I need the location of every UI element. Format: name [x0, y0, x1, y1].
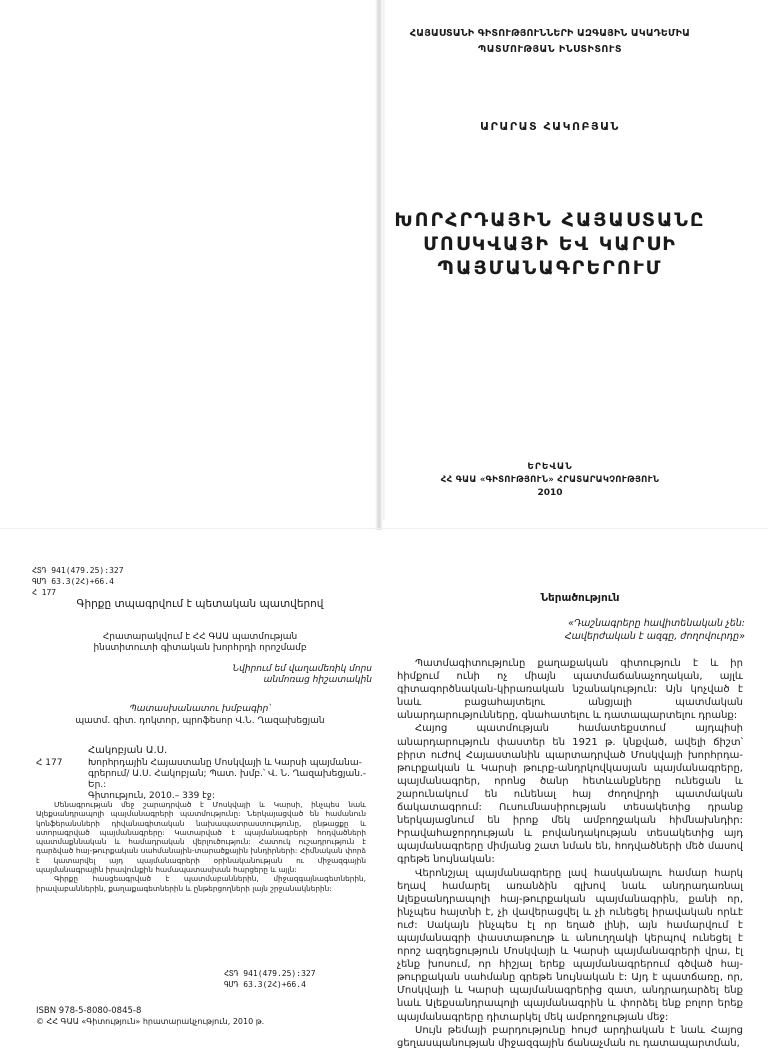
dedication-line-2: անմոռաց հիշատակին [263, 675, 372, 685]
publication-city: ԵՐԵՎԱՆ [527, 462, 573, 472]
bbk-code-bottom: ԳՄԴ 63.3(2Հ)+66.4 [224, 980, 306, 989]
editor-name: պատմ. գիտ. դոկտոր, պրոֆեսոր Վ.Ն. Ղազախեցյան [75, 716, 325, 726]
author-code: Հ 177 [32, 588, 57, 597]
abstract-paragraph-2: Գիրքը հասցեագրված է պատմաբաններին, միջազգայնագետներին, իրավաբաններին, քաղաքագետներին և ընթերցողների լայն շրջանակներին: [36, 874, 366, 893]
intro-heading: Ներածություն [540, 592, 620, 604]
approval-line-2: ինստիտուտի գիտական խորհրդի որոշմամբ [93, 643, 307, 653]
dedication [232, 664, 372, 686]
publisher-name: ՀՀ ԳԱԱ «ԳԻՏՈՒԹՅՈՒՆ» ՀՐԱՏԱՐԱԿՉՈՒԹՅՈՒՆ [440, 475, 660, 485]
approval-note [60, 632, 340, 654]
bib-record [88, 758, 368, 802]
intro-paragraph-1: Պատմագիտությունը քաղաքական գիտություն է և իր հիմքում ունի ոչ միայն պատմաճանաչողական, այլև գիտագործնական-կիրառական նշանակություն: Այն կոչված է նաև բացահայտելու անցյալի պատմական անարդարությունները, գնահատելու և դատապարտելու դրանք: [397, 658, 743, 722]
book-title-line-1: ԽՈՐՀՐԴԱՅԻՆ ՀԱՅԱՍՏԱՆԸ [394, 209, 706, 231]
epigraph-line-2: Հավերժական է ազգը, ժողովուրդը» [564, 631, 745, 642]
isbn: ISBN 978-5-8080-0845-8 [36, 1006, 142, 1016]
intro-body [397, 657, 743, 1049]
book-title-line-2: ՄՈՍԿՎԱՅԻ ԵՎ ԿԱՐՍԻ [423, 233, 677, 255]
page-divider [0, 528, 768, 529]
bib-line-2: գրերում/ Ա.Ս. Հակոբյան; Պատ. խմբ.՝ Վ. Ն. Ղազախեցյան.-Եր.: [88, 769, 367, 790]
intro-paragraph-3: Վերոնշյալ պայմանագրերը լավ հասկանալու համար հարկ եղավ համարել առանձին գլխով նաև անդրադառնալ Ալեքսանդրապոլի հայ-թուրքական պայմանագրին, քանի որ, ինչպես հայտնի է, չի վավերացվել և չի ունեցել իրավական որևէ ուժ: Սակայն ինչպես էլ որ եղած լինի, այն համարվում է պայմանագրի փաստաթուղթ և անուղղակի կերպով ունեցել է որոշ ազդեցություն Մոսկվայի և Կարսի պայմանագրերի վրա, էլ չենք խոսում, որ հիշյալ երեք պայմանագրերում գծված հայ-թուրքական սահմանը գրեթե նույնական է: Այդ է պատճառը, որ, Մոսկվայի և Կարսի պայմանագրերից զատ, անդրադարձել ենք նաև Ալեքսանդրապոլի պայմանագրին և փորձել ենք բոլոր երեք պայմանագրերը դիտարկել մեկ ամբողջության մեջ: [397, 867, 743, 1023]
book-title [380, 208, 720, 280]
abstract [36, 800, 366, 893]
academy-name: ՀԱՅԱՍՏԱՆԻ ԳԻՏՈՒԹՅՈՒՆՆԵՐԻ ԱԶԳԱՅԻՆ ԱԿԱԴԵՄԻԱ [409, 28, 691, 39]
abstract-paragraph-1: Մենագրության մեջ շարադրված է Մոսկվայի և Կարսի, ինչպես նաև Ալեքսանդրապոլի պայմանագրերի պատմությունը: Ներկայացված են համանուն կոնֆերանսների դիվանագիտական նախապատրաստությունը, ընթացքը և ստորագրված պայմանագրերը: Կատարված է պայմանագրերի հոդվածների պատմաքննական և համադրական վերլուծություն: Հատուկ ուշադրություն է դարձված հայ-թուրքական սահմանային-տարածքային խնդիրների: Հիմնական փորձ է կատարվել այդ պայմանագրերի օրինականության ու միջազգային պայմանագրային իրավունքին համապատասխան հարցերը և այլն: [36, 800, 366, 875]
epigraph-line-1: «Դաշնագրերը հավիտենական չեն: [568, 618, 745, 629]
epigraph [540, 617, 745, 643]
institute-name: ՊԱՏՄՈՒԹՅԱՆ ԻՆՍՏԻՏՈՒՏ [478, 44, 622, 55]
udc-code: ՀՏԴ 941(479.25):327 [32, 566, 124, 575]
intro-paragraph-4: Սույն թեմայի բարդությունը հույժ արդիական է նաև Հայոց ցեղասպանության միջազգային ճանաչման ու դատապարտման, [397, 1024, 743, 1049]
author-name: ԱՐԱՐԱՏ ՀԱԿՈԲՅԱՆ [480, 120, 620, 133]
funding-note: Գիրքը տպագրվում է պետական պատվերով [76, 598, 324, 610]
bib-code: Հ 177 [36, 758, 63, 768]
publication-year: 2010 [537, 488, 563, 498]
book-title-line-3: ՊԱՅՄԱՆԱԳՐԵՐՈՒՄ [437, 257, 663, 279]
bbk-code: ԳՄԴ 63.3(2Հ)+66.4 [32, 577, 114, 586]
udc-code-bottom: ՀՏԴ 941(479.25):327 [224, 969, 316, 978]
editor-label: Պատասխանատու խմբագիր՝ [129, 704, 271, 714]
intro-paragraph-2: Հայոց պատմության համատեքստում այդպիսի անարդարություն փաստեր են 1921 թ. կնքված, ավելի ճիշտ՝ բիրտ ուժով Հայաստանին պարտադրված Մոսկվայի խորհրդա-թուրքական և Կարսի թուրք-անդրկովկասյան պայմանագրերը, պայմանագրեր, որոնց ծանր հետևանքները ունեցան և շարունակում են ունենալ հայ ժողովրդի պատմական ճակատագրում: Ուսումնասիրության տեսակետից դրանք ներկայացնում են իրոք մեկ ամբողջական հիմնախնդիր: Իրավահաջորդության և բովանդակության տեսակետից այդ պայմանագրերը միմյանց շատ նման են, հոդվածների մեծ մասով գրեթե նույնական: [397, 723, 743, 866]
dedication-line-1: Նվիրում եմ վաղամեռիկ մորս [232, 664, 372, 674]
bib-author: Հակոբյան Ա.Ս. [88, 745, 168, 756]
approval-line-1: Հրատարակվում է ՀՀ ԳԱԱ պատմության [102, 632, 298, 642]
bib-line-1: Խորհրդային Հայաստանը Մոսկվայի և Կարսի պայմանա- [88, 758, 362, 768]
bib-line-3: Գիտություն, 2010.– 339 էջ: [88, 791, 215, 801]
copyright: © ՀՀ ԳԱԱ «Գիտություն» հրատարակչություն, 2010 թ. [36, 1017, 265, 1026]
